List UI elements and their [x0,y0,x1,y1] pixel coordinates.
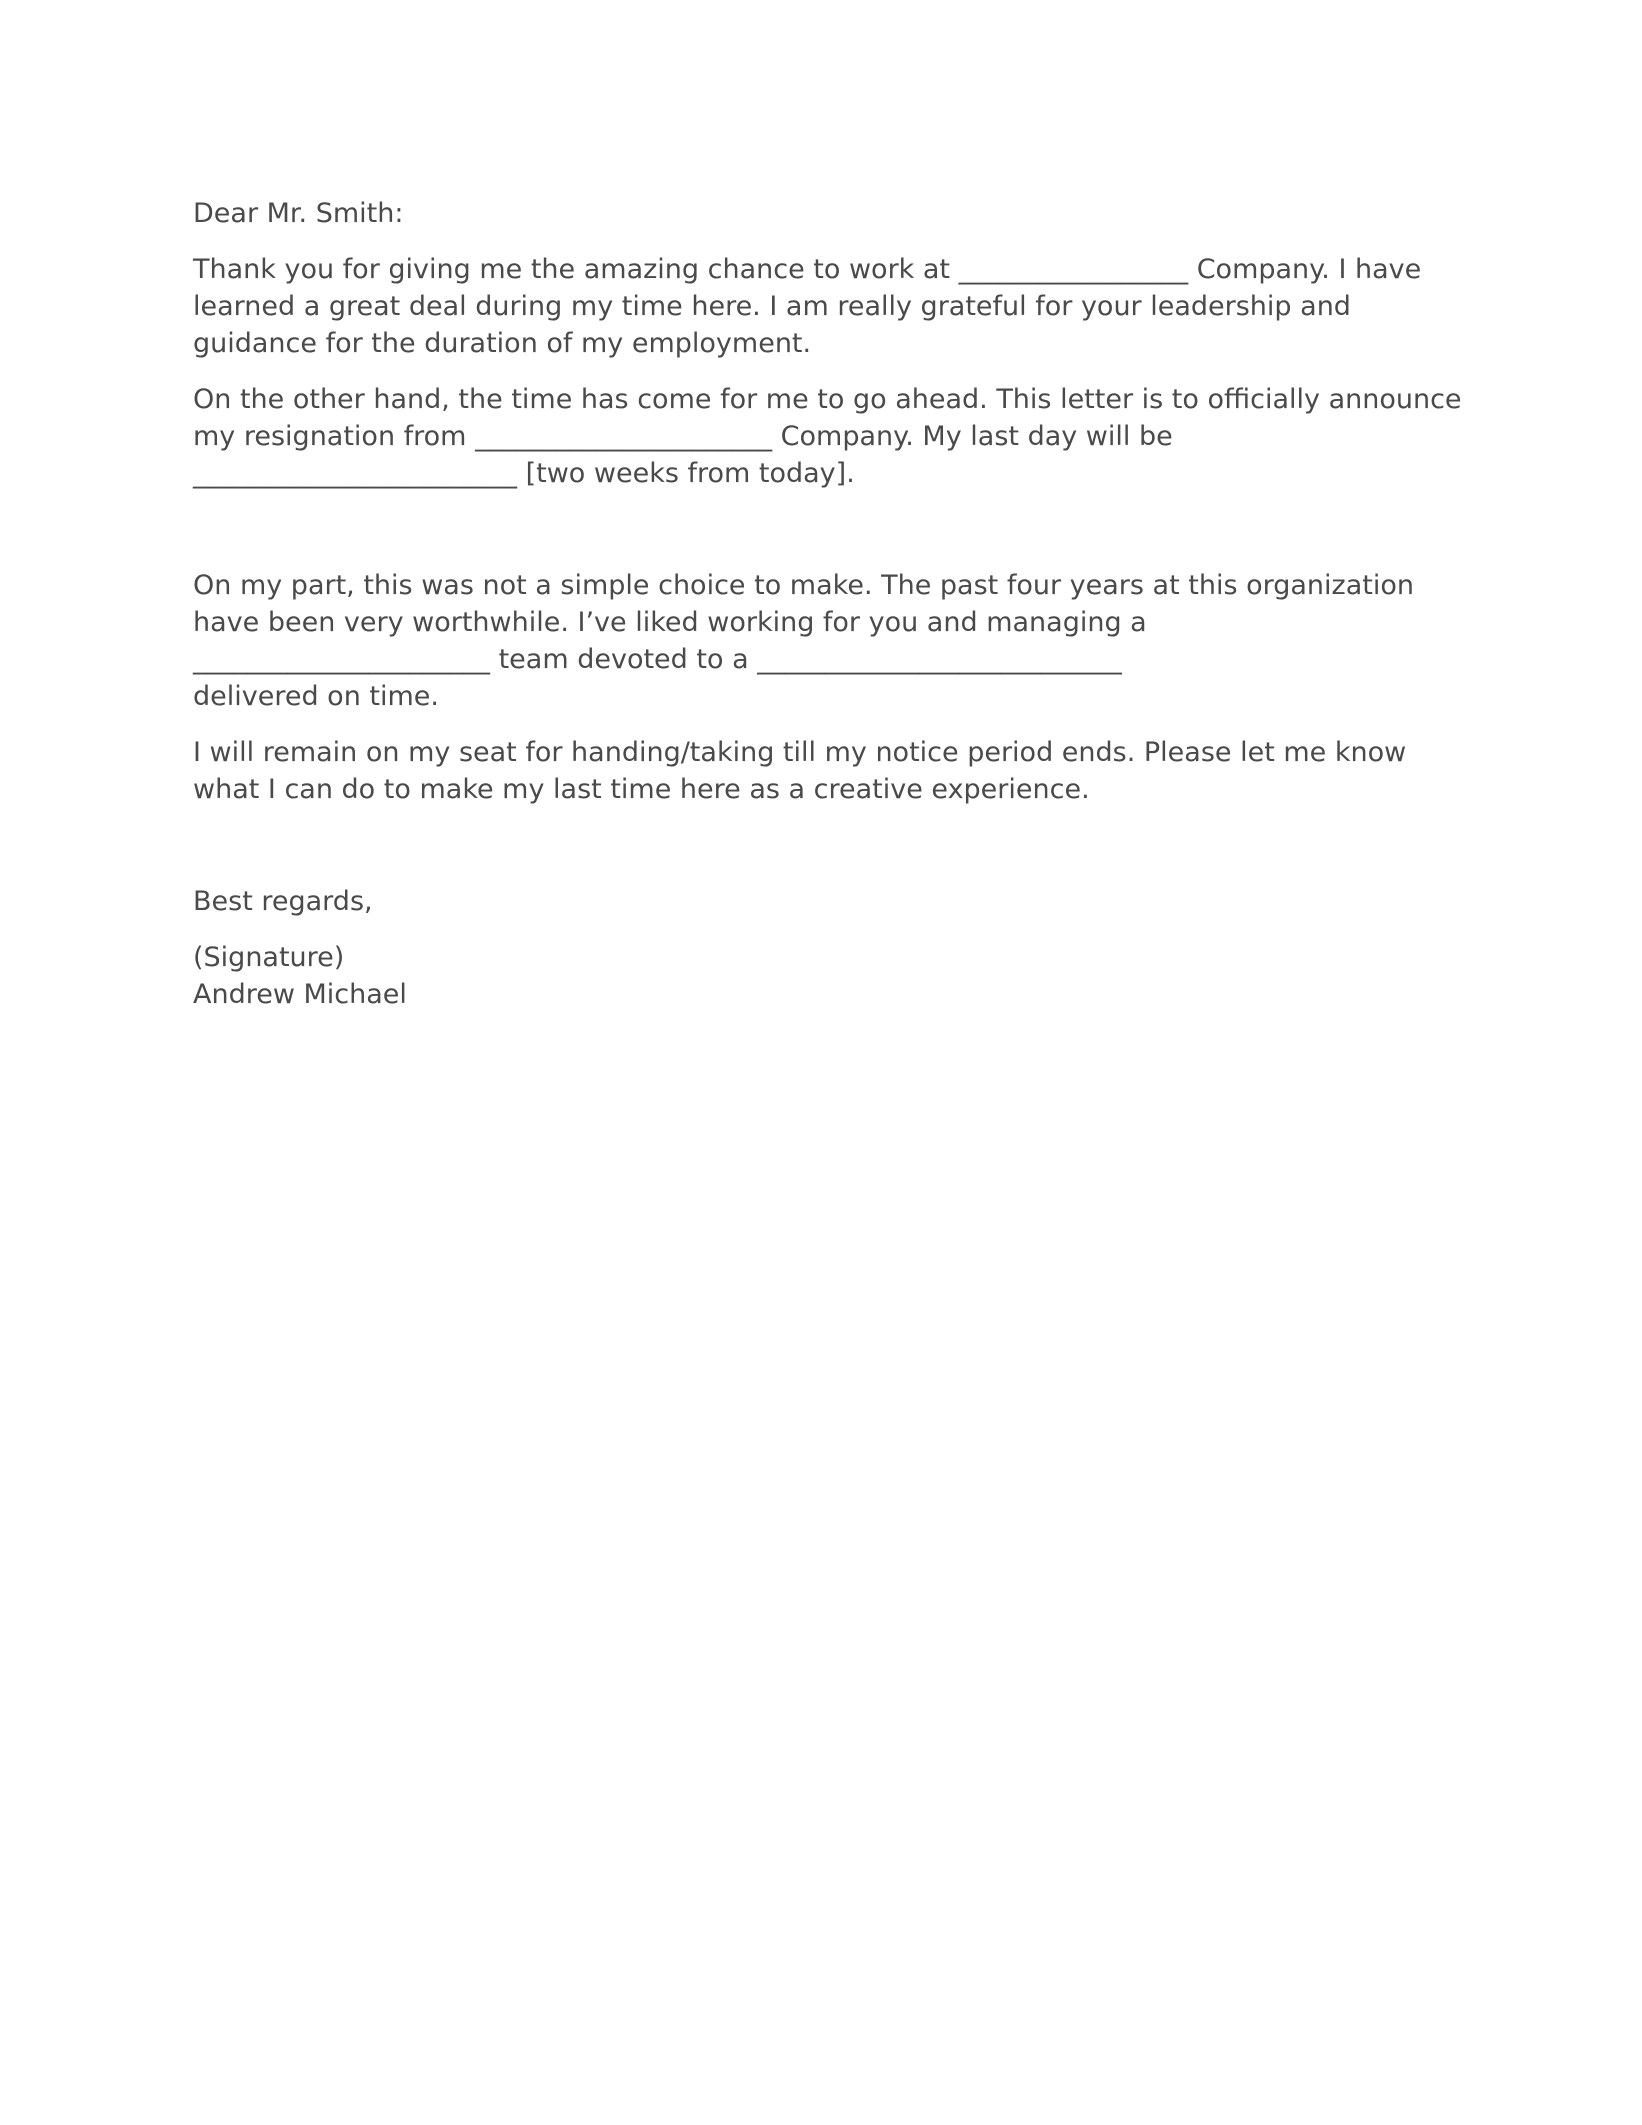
paragraph-text: team devoted to a [490,644,758,675]
paragraph-text: On my part, this was not a simple choice to make. The past four years at this organization have been very worthwhile. I’ve liked working for you and managing a [193,570,1414,638]
paragraph-transition: I will remain on my seat for handing/taking till my notice period ends. Please let me know what I can do to make my last time here as a creative experience. [193,737,1407,805]
salutation: Dear Mr. Smith: [193,198,404,229]
closing: Best regards, [193,886,373,917]
signer-name: Andrew Michael [193,979,407,1010]
paragraph-text: [two weeks from today]. [517,458,855,489]
project-blank: ___________________________ [757,644,1122,675]
company-name-blank: _________________ [958,254,1189,285]
paragraph-resignation [193,381,1473,492]
paragraph-reflection [193,567,1473,715]
paragraph-gratitude [193,251,1473,362]
signature-label: (Signature) [193,942,345,973]
company-name-blank: ______________________ [475,421,773,452]
paragraph-text: Company. I have learned a great deal during my time here. I am really grateful for your leadership and guidance for the duration of my employment. [193,254,1422,359]
paragraph-text: Thank you for giving me the amazing chance to work at [193,254,959,285]
last-day-blank: ________________________ [193,458,517,489]
paragraph-text: delivered on time. [193,681,439,712]
team-name-blank: ______________________ [193,644,490,675]
resignation-letter [193,195,1473,1013]
paragraph-text: Company. My last day will be [772,421,1173,452]
paragraph-text: On the other hand, the time has come for me to go ahead. This letter is to officially announce my resignation from [193,384,1462,452]
